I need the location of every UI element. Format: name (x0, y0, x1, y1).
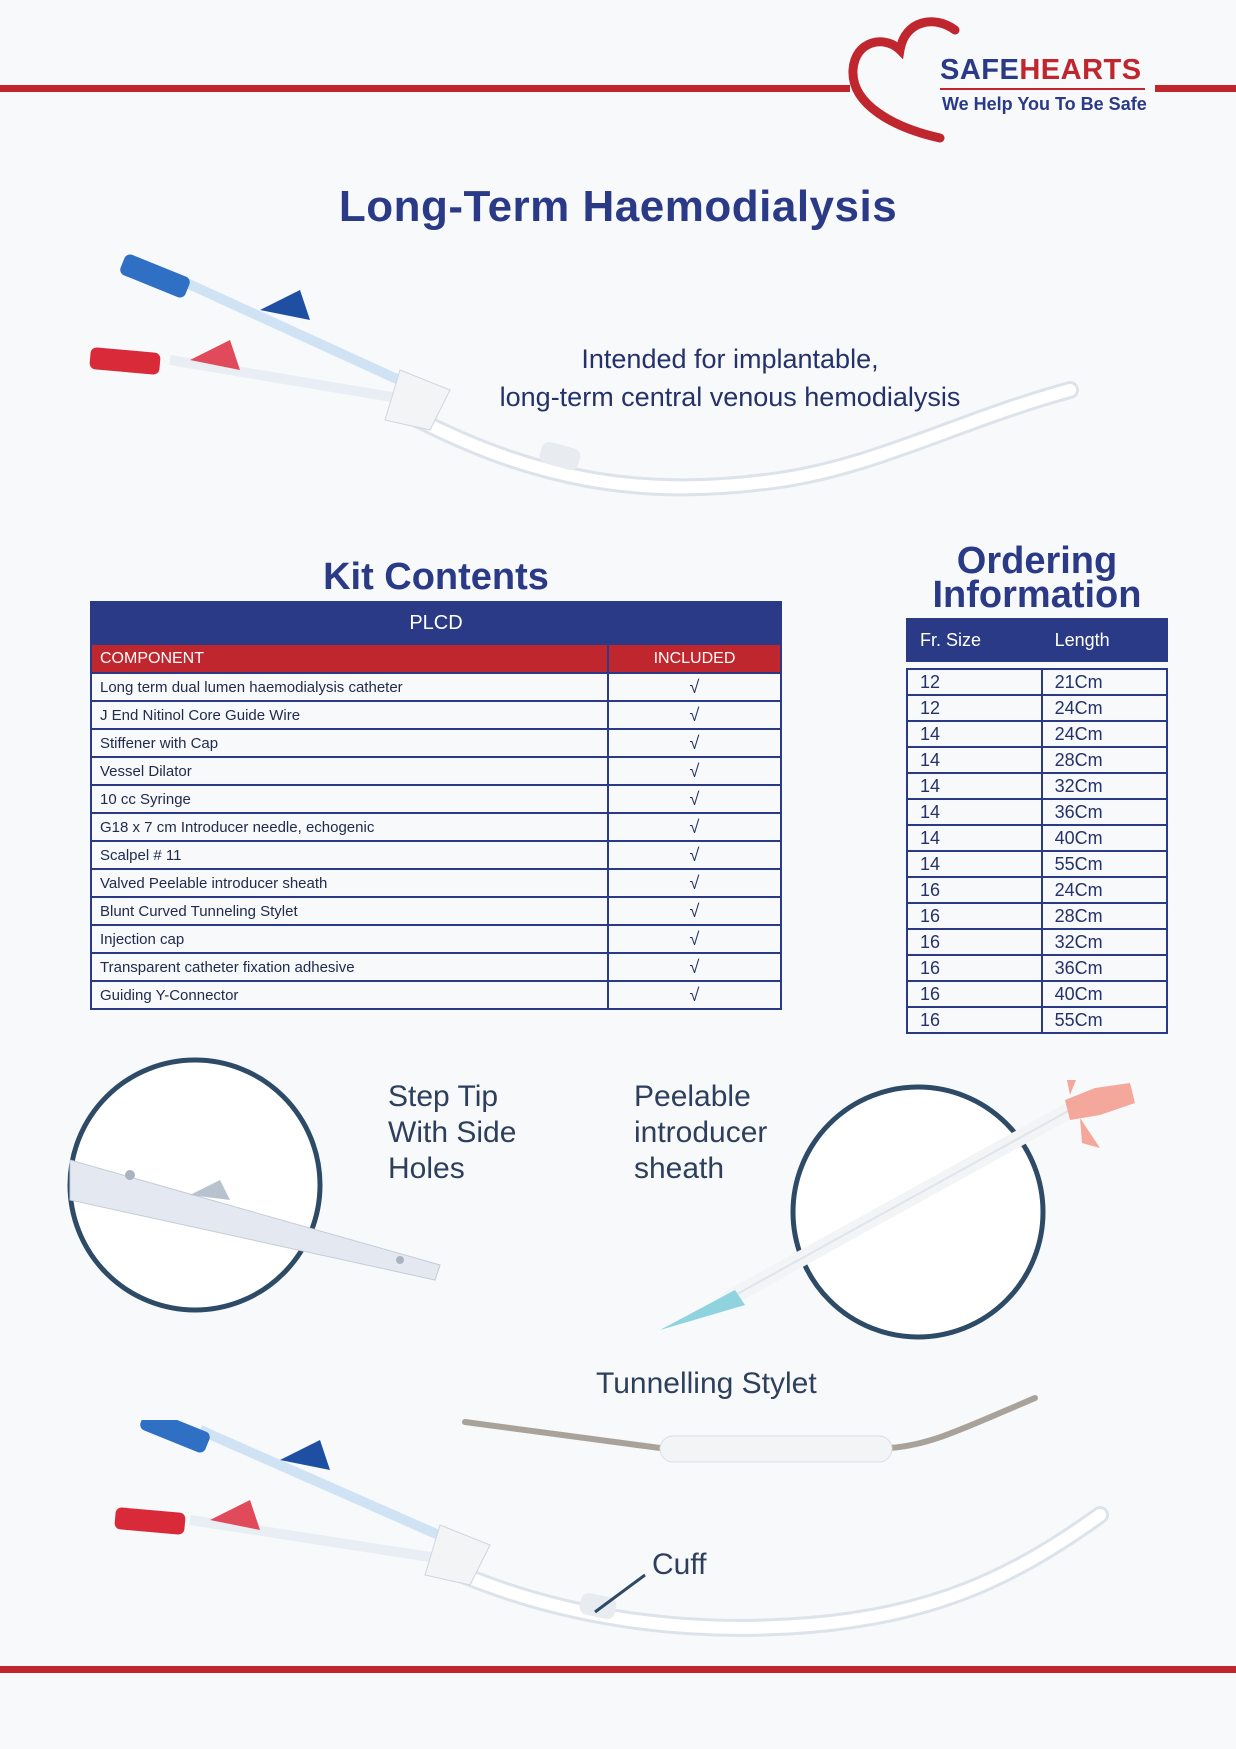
kit-header-row (91, 644, 781, 673)
col-size-header: Fr. Size (907, 619, 1042, 661)
included-check: √ (608, 953, 781, 981)
table-row (907, 747, 1167, 773)
step-tip-label (388, 1079, 516, 1187)
table-row (907, 721, 1167, 747)
peelable-line-3: sheath (634, 1152, 725, 1185)
size-cell: 16 (907, 981, 1042, 1007)
component-cell: J End Nitinol Core Guide Wire (91, 701, 608, 729)
included-check: √ (608, 729, 781, 757)
table-row (91, 673, 781, 701)
component-cell: Vessel Dilator (91, 757, 608, 785)
brand-tagline: We Help You To Be Safe (942, 94, 1147, 114)
kit-contents-title: Kit Contents (323, 556, 549, 598)
table-row (91, 897, 781, 925)
included-check: √ (608, 785, 781, 813)
size-cell: 12 (907, 695, 1042, 721)
included-check: √ (608, 701, 781, 729)
intended-line-2: long-term central venous hemodialysis (499, 382, 961, 412)
ordering-title (906, 540, 1168, 616)
ordering-table (906, 618, 1168, 1034)
length-cell: 40Cm (1042, 825, 1167, 851)
table-row (91, 981, 781, 1009)
step-tip-line-3: Holes (388, 1152, 465, 1185)
size-cell: 14 (907, 799, 1042, 825)
length-cell: 36Cm (1042, 955, 1167, 981)
table-row (907, 799, 1167, 825)
peelable-sheath-image (650, 1080, 1160, 1340)
table-row (91, 701, 781, 729)
ordering-gap (907, 661, 1167, 669)
table-row (91, 813, 781, 841)
size-cell: 16 (907, 929, 1042, 955)
table-row (91, 869, 781, 897)
col-included-header: INCLUDED (608, 644, 781, 673)
included-check: √ (608, 869, 781, 897)
peelable-line-1: Peelable (634, 1080, 751, 1113)
table-row (907, 825, 1167, 851)
table-row (907, 955, 1167, 981)
component-cell: 10 cc Syringe (91, 785, 608, 813)
table-row (907, 851, 1167, 877)
component-cell: Scalpel # 11 (91, 841, 608, 869)
kit-caption-row (91, 602, 781, 644)
table-row (91, 953, 781, 981)
ordering-header-row (907, 619, 1167, 661)
table-row (907, 669, 1167, 695)
size-cell: 14 (907, 851, 1042, 877)
size-cell: 14 (907, 721, 1042, 747)
table-row (907, 1007, 1167, 1033)
catheter-cuff-image (110, 1420, 1110, 1650)
ordering-title-line-1: Ordering (956, 540, 1118, 582)
cuff-label: Cuff (652, 1548, 707, 1581)
component-cell: Transparent catheter fixation adhesive (91, 953, 608, 981)
included-check: √ (608, 981, 781, 1009)
step-tip-line-2: With Side (388, 1116, 517, 1149)
size-cell: 16 (907, 955, 1042, 981)
intended-use-text (470, 340, 990, 416)
length-cell: 28Cm (1042, 903, 1167, 929)
included-check: √ (608, 757, 781, 785)
intended-line-1: Intended for implantable, (581, 344, 879, 374)
kit-caption: PLCD (91, 602, 781, 644)
tunnelling-stylet-label: Tunnelling Stylet (596, 1367, 817, 1400)
table-row (91, 729, 781, 757)
component-cell: Blunt Curved Tunneling Stylet (91, 897, 608, 925)
size-cell: 14 (907, 773, 1042, 799)
size-cell: 12 (907, 669, 1042, 695)
ordering-title-line-2: Information (932, 574, 1142, 616)
col-length-header: Length (1042, 619, 1167, 661)
size-cell: 16 (907, 877, 1042, 903)
length-cell: 55Cm (1042, 1007, 1167, 1033)
length-cell: 24Cm (1042, 695, 1167, 721)
table-row (907, 877, 1167, 903)
component-cell: Valved Peelable introducer sheath (91, 869, 608, 897)
size-cell: 14 (907, 747, 1042, 773)
table-row (907, 981, 1167, 1007)
length-cell: 21Cm (1042, 669, 1167, 695)
table-row (91, 841, 781, 869)
component-cell: Stiffener with Cap (91, 729, 608, 757)
included-check: √ (608, 813, 781, 841)
length-cell: 32Cm (1042, 929, 1167, 955)
length-cell: 36Cm (1042, 799, 1167, 825)
peelable-line-2: introducer (634, 1116, 768, 1149)
table-row (907, 695, 1167, 721)
size-cell: 14 (907, 825, 1042, 851)
component-cell: Guiding Y-Connector (91, 981, 608, 1009)
page-title: Long-Term Haemodialysis (338, 182, 898, 231)
included-check: √ (608, 841, 781, 869)
size-cell: 16 (907, 903, 1042, 929)
footer-rule (0, 1666, 1236, 1673)
length-cell: 24Cm (1042, 721, 1167, 747)
size-cell: 16 (907, 1007, 1042, 1033)
included-check: √ (608, 897, 781, 925)
component-cell: G18 x 7 cm Introducer needle, echogenic (91, 813, 608, 841)
table-row (907, 773, 1167, 799)
table-row (91, 785, 781, 813)
table-row (907, 929, 1167, 955)
length-cell: 32Cm (1042, 773, 1167, 799)
length-cell: 40Cm (1042, 981, 1167, 1007)
kit-contents-table (90, 601, 782, 1010)
length-cell: 24Cm (1042, 877, 1167, 903)
length-cell: 55Cm (1042, 851, 1167, 877)
col-component-header: COMPONENT (91, 644, 608, 673)
component-cell: Injection cap (91, 925, 608, 953)
component-cell: Long term dual lumen haemodialysis catheter (91, 673, 608, 701)
table-row (907, 903, 1167, 929)
table-row (91, 757, 781, 785)
step-tip-line-1: Step Tip (388, 1080, 499, 1113)
included-check: √ (608, 925, 781, 953)
brand-divider (940, 88, 1145, 90)
length-cell: 28Cm (1042, 747, 1167, 773)
included-check: √ (608, 673, 781, 701)
brand-name: SAFEHEARTS (940, 54, 1142, 86)
table-row (91, 925, 781, 953)
